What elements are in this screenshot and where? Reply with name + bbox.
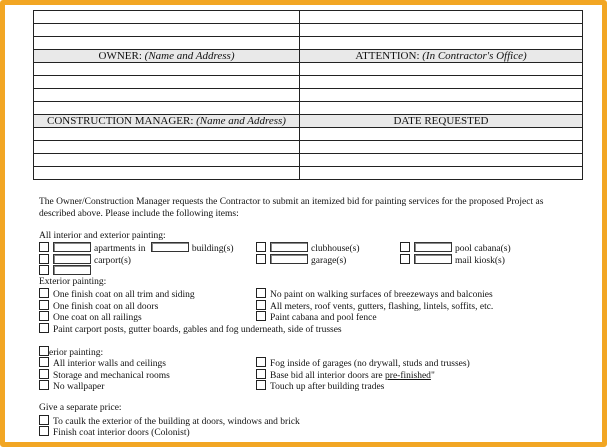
separate-price-title: Give a separate price:	[39, 403, 122, 413]
exterior-checkbox[interactable]	[39, 300, 49, 310]
exterior-item: Paint cabana and pool fence	[256, 311, 377, 324]
mail-kiosks-checkbox[interactable]	[400, 254, 410, 264]
date-field[interactable]	[300, 154, 583, 167]
separate-price-checkbox[interactable]	[39, 415, 49, 425]
exterior-checkbox[interactable]	[39, 288, 49, 298]
exterior-item: All meters, roof vents, gutters, flashing, lintels, soffits, etc.	[256, 300, 493, 313]
cm-field[interactable]	[34, 128, 300, 141]
construction-manager-header: CONSTRUCTION MANAGER: (Name and Address)	[34, 115, 300, 128]
interior-item: Storage and mechanical rooms	[39, 369, 170, 382]
interior-checkbox[interactable]	[256, 357, 266, 367]
mail-kiosks-count-field[interactable]	[414, 254, 452, 264]
exterior-item: Paint carport posts, gutter boards, gables and fog underneath, side of trusses	[39, 323, 342, 336]
attention-field[interactable]	[300, 63, 583, 76]
attention-header: ATTENTION: (In Contractor's Office)	[300, 50, 583, 63]
table-cell[interactable]	[34, 37, 300, 50]
interior-checkbox[interactable]	[256, 380, 266, 390]
date-field[interactable]	[300, 128, 583, 141]
garages-row: garage(s)	[256, 254, 346, 267]
mail-kiosks-row: mail kiosk(s)	[400, 254, 505, 267]
exterior-checkbox[interactable]	[256, 311, 266, 321]
pool-cabanas-count-field[interactable]	[414, 242, 452, 252]
pool-cabanas-checkbox[interactable]	[400, 242, 410, 252]
carports-row: carport(s)	[39, 254, 131, 267]
clubhouses-count-field[interactable]	[270, 242, 308, 252]
pool-cabanas-row: pool cabana(s)	[400, 242, 511, 255]
exterior-item: No paint on walking surfaces of breezeways and balconies	[256, 288, 493, 301]
apartments-row: apartments in building(s)	[39, 242, 234, 255]
attention-field[interactable]	[300, 102, 583, 115]
cm-field[interactable]	[34, 141, 300, 154]
interior-item: Base bid all interior doors are pre-finished"	[256, 369, 435, 382]
carports-count-field[interactable]	[53, 254, 91, 264]
exterior-item: One finish coat on all doors	[39, 300, 158, 313]
exterior-item: One finish coat on all trim and siding	[39, 288, 195, 301]
apartments-checkbox[interactable]	[39, 242, 49, 252]
owner-field[interactable]	[34, 102, 300, 115]
interior-item: Fog inside of garages (no drywall, studs and trusses)	[256, 357, 470, 370]
extra-count-field[interactable]	[53, 265, 91, 275]
separate-price-item: To caulk the exterior of the building at doors, windows and brick	[39, 415, 300, 428]
attention-field[interactable]	[300, 89, 583, 102]
owner-field[interactable]	[34, 76, 300, 89]
interior-checkbox[interactable]	[256, 369, 266, 379]
garages-count-field[interactable]	[270, 254, 308, 264]
interior-title: erior painting:	[39, 346, 103, 359]
interior-item: All interior walls and ceilings	[39, 357, 166, 370]
carports-checkbox[interactable]	[39, 254, 49, 264]
extra-checkbox[interactable]	[39, 265, 49, 275]
owner-field[interactable]	[34, 89, 300, 102]
intro-paragraph: The Owner/Construction Manager requests the Contractor to submit an itemized bid for painting services for the proposed Project as described above. Please include the following items:	[39, 197, 544, 219]
owner-field[interactable]	[34, 63, 300, 76]
clubhouses-checkbox[interactable]	[256, 242, 266, 252]
exterior-item: One coat on all railings	[39, 311, 142, 324]
interior-checkbox[interactable]	[39, 357, 49, 367]
interior-item: Touch up after building trades	[256, 380, 384, 393]
table-cell[interactable]	[300, 24, 583, 37]
form-page	[5, 5, 602, 442]
separate-price-item: Finish coat interior doors (Colonist)	[39, 426, 190, 439]
table-cell[interactable]	[34, 24, 300, 37]
date-field[interactable]	[300, 141, 583, 154]
buildings-count-field[interactable]	[151, 242, 189, 252]
table-cell[interactable]	[300, 11, 583, 24]
all-painting-title: All interior and exterior painting:	[39, 231, 166, 241]
apartments-count-field[interactable]	[53, 242, 91, 252]
exterior-checkbox[interactable]	[39, 323, 49, 333]
table-cell[interactable]	[300, 37, 583, 50]
date-field[interactable]	[300, 167, 583, 180]
exterior-checkbox[interactable]	[256, 288, 266, 298]
info-table	[33, 10, 583, 180]
exterior-checkbox[interactable]	[39, 311, 49, 321]
interior-checkbox[interactable]	[39, 346, 49, 356]
date-requested-header: DATE REQUESTED	[300, 115, 583, 128]
cm-field[interactable]	[34, 167, 300, 180]
garages-checkbox[interactable]	[256, 254, 266, 264]
interior-checkbox[interactable]	[39, 369, 49, 379]
owner-header: OWNER: (Name and Address)	[34, 50, 300, 63]
exterior-title: Exterior painting:	[39, 277, 107, 287]
interior-checkbox[interactable]	[39, 380, 49, 390]
interior-item: No wallpaper	[39, 380, 104, 393]
separate-price-checkbox[interactable]	[39, 426, 49, 436]
table-cell[interactable]	[34, 11, 300, 24]
attention-field[interactable]	[300, 76, 583, 89]
cm-field[interactable]	[34, 154, 300, 167]
exterior-checkbox[interactable]	[256, 300, 266, 310]
clubhouses-row: clubhouse(s)	[256, 242, 360, 255]
